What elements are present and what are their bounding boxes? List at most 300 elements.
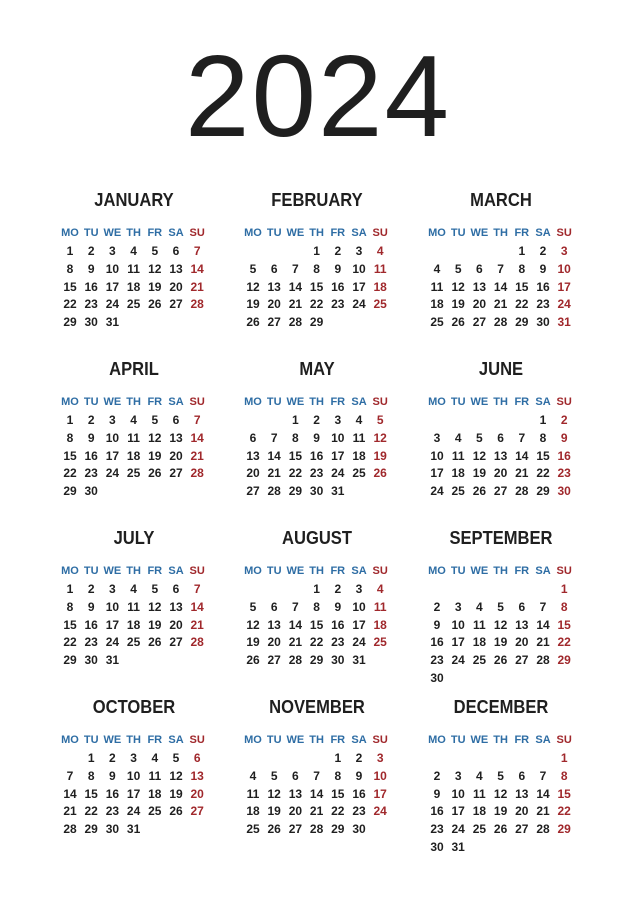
day-cell: 1 [292,413,299,427]
day-cell: 15 [557,786,571,801]
day-cell: 29 [536,484,550,499]
day-cell: 25 [126,297,141,312]
weekday-header-th: TH [493,227,508,239]
day-cell: 27 [169,466,183,481]
day-cell: 12 [148,261,162,276]
day-cell: 27 [169,635,183,650]
day-cell: 6 [172,582,180,596]
day-cell: 27 [515,822,529,837]
day-cell: 16 [430,804,444,819]
day-cell: 18 [472,804,487,819]
month-october [59,697,229,867]
day-cell: 18 [148,786,162,801]
day-cell: 27 [288,822,303,837]
weekday-header-th: TH [493,565,508,577]
day-cell: 13 [169,261,183,276]
day-cell: 24 [451,653,465,668]
day-cell: 1 [313,244,320,258]
day-cell: 8 [292,430,299,445]
month-february [242,190,412,360]
day-cell: 25 [148,804,162,819]
weekday-header-mo: MO [428,227,446,239]
day-cell: 4 [130,582,137,596]
day-cell: 6 [518,599,526,614]
day-cell: 30 [105,822,120,837]
month-august [242,528,412,698]
day-cell: 27 [493,484,508,499]
day-cell: 16 [84,617,98,632]
day-cell: 13 [288,786,303,801]
weekday-header-su: SU [189,565,205,577]
day-cell: 16 [84,448,98,463]
month-name: JANUARY [94,190,174,210]
day-cell: 19 [148,448,162,463]
weekday-header-fr: FR [147,565,163,577]
weekday-header-we: WE [470,565,489,577]
day-cell: 16 [557,448,571,463]
day-cell: 12 [148,599,162,614]
day-cell: 16 [331,617,345,632]
weekday-header-sa: SA [168,227,184,239]
day-cell: 10 [352,599,366,614]
day-cell: 8 [313,599,320,614]
day-cell: 27 [169,297,183,312]
day-cell: 20 [246,466,260,481]
day-cell: 11 [127,599,140,614]
weekday-header-tu: TU [266,227,282,239]
day-cell: 15 [63,448,77,463]
day-cell: 24 [105,466,120,481]
day-cell: 1 [87,751,95,765]
day-cell: 7 [66,768,74,783]
day-cell: 18 [126,448,141,463]
weekday-header-mo: MO [244,396,262,408]
day-cell: 19 [267,804,281,819]
day-cell: 21 [536,804,550,819]
day-cell: 23 [352,804,366,819]
weekday-header-sa: SA [351,396,367,408]
weekday-header-tu: TU [266,565,282,577]
day-cell: 18 [126,617,141,632]
day-cell: 5 [151,244,159,258]
day-cell: 31 [352,653,366,668]
day-cell: 7 [292,599,299,614]
weekday-header-tu: TU [450,565,466,577]
weekday-header-su: SU [556,734,572,746]
day-cell: 22 [331,804,345,819]
day-cell: 19 [472,466,487,481]
day-cell: 19 [493,804,508,819]
day-cell: 17 [373,786,387,801]
day-cell: 23 [331,635,345,650]
day-cell: 4 [376,582,384,596]
weekday-header-fr: FR [330,734,346,746]
day-cell: 10 [451,786,465,801]
day-cell: 4 [130,244,137,258]
day-cell: 22 [557,804,571,819]
day-cell: 11 [373,261,387,276]
day-cell: 16 [309,448,324,463]
weekday-header-we: WE [286,734,305,746]
day-cell: 12 [451,279,465,294]
day-cell: 21 [288,635,303,650]
weekday-header-we: WE [103,734,122,746]
day-cell: 31 [105,315,120,330]
day-cell: 20 [267,635,281,650]
weekday-header-th: TH [493,396,508,408]
day-cell: 27 [515,653,529,668]
weekday-header-sa: SA [535,565,551,577]
day-cell: 29 [331,822,345,837]
weekday-header-su: SU [372,734,388,746]
weekday-header-fr: FR [514,734,530,746]
day-cell: 8 [539,430,547,445]
month-march [426,190,596,360]
weekday-header-tu: TU [266,734,282,746]
day-cell: 8 [560,768,568,783]
day-cell: 18 [352,448,366,463]
day-cell: 6 [172,244,180,258]
day-cell: 29 [288,484,303,499]
day-cell: 29 [309,653,324,668]
day-cell: 12 [493,617,508,632]
day-cell: 30 [430,840,444,854]
day-cell: 30 [309,484,324,499]
day-cell: 9 [355,768,363,783]
day-cell: 13 [169,430,183,445]
day-cell: 29 [63,653,77,668]
day-cell: 24 [451,822,465,837]
day-cell: 19 [373,448,387,463]
day-cell: 16 [352,786,366,801]
day-cell: 10 [105,430,120,445]
weekday-header-we: WE [286,396,305,408]
day-cell: 15 [84,786,98,801]
weekday-header-su: SU [372,227,388,239]
day-cell: 26 [373,466,387,481]
day-cell: 1 [334,751,342,765]
day-cell: 2 [539,244,547,258]
weekday-header-th: TH [493,734,508,746]
day-cell: 5 [497,768,504,783]
day-cell: 7 [539,599,547,614]
day-cell: 6 [249,430,257,445]
day-cell: 11 [246,786,260,801]
weekday-header-tu: TU [83,565,99,577]
day-cell: 15 [309,279,324,294]
day-cell: 18 [373,279,387,294]
month-name: APRIL [109,359,159,379]
day-cell: 8 [66,599,74,614]
day-cell: 29 [515,315,529,330]
weekday-header-sa: SA [168,734,184,746]
day-cell: 2 [355,751,363,765]
day-cell: 16 [331,279,345,294]
day-cell: 12 [169,768,183,783]
day-cell: 5 [172,751,180,765]
day-cell: 5 [497,599,504,614]
day-cell: 20 [515,635,529,650]
day-cell: 9 [313,430,320,445]
day-cell: 19 [148,617,162,632]
day-cell: 2 [87,413,95,427]
weekday-header-mo: MO [61,396,79,408]
day-cell: 23 [331,297,345,312]
day-cell: 21 [536,635,550,650]
weekday-header-fr: FR [330,227,346,239]
day-cell: 19 [246,635,260,650]
day-cell: 4 [130,413,137,427]
day-cell: 23 [536,297,550,312]
day-cell: 28 [63,822,77,837]
weekday-header-sa: SA [168,396,184,408]
day-cell: 5 [249,599,257,614]
day-cell: 24 [352,635,366,650]
day-cell: 26 [169,804,183,819]
day-cell: 23 [430,653,444,668]
day-cell: 14 [536,617,550,632]
day-cell: 22 [515,297,529,312]
day-cell: 5 [376,413,384,427]
day-cell: 3 [454,768,462,783]
weekday-header-we: WE [470,734,489,746]
day-cell: 9 [560,430,568,445]
day-cell: 11 [373,599,387,614]
weekday-header-mo: MO [244,734,262,746]
day-cell: 5 [151,582,159,596]
weekday-header-su: SU [372,565,388,577]
day-cell: 5 [249,261,257,276]
day-cell: 14 [190,261,204,276]
day-cell: 4 [376,244,384,258]
day-cell: 3 [454,599,462,614]
day-cell: 6 [497,430,504,445]
day-cell: 24 [126,804,141,819]
day-cell: 4 [249,768,257,783]
day-cell: 6 [172,413,180,427]
weekday-header-tu: TU [450,227,466,239]
weekday-header-mo: MO [61,227,79,239]
day-cell: 7 [193,413,201,427]
day-cell: 6 [270,261,278,276]
weekday-header-mo: MO [61,734,79,746]
weekday-header-tu: TU [83,396,99,408]
day-cell: 7 [270,430,278,445]
day-cell: 2 [433,768,441,783]
month-june [426,359,596,529]
day-cell: 14 [267,448,281,463]
weekday-header-we: WE [286,227,305,239]
day-cell: 14 [63,786,77,801]
day-cell: 7 [497,261,504,276]
day-cell: 2 [87,582,95,596]
day-cell: 10 [430,448,444,463]
day-cell: 23 [430,822,444,837]
day-cell: 20 [472,297,487,312]
day-cell: 25 [352,466,366,481]
day-cell: 22 [84,804,98,819]
day-cell: 23 [309,466,324,481]
weekday-header-tu: TU [450,734,466,746]
day-cell: 19 [451,297,465,312]
weekday-header-mo: MO [61,565,79,577]
day-cell: 14 [493,279,508,294]
day-cell: 13 [493,448,508,463]
year-title: 2024 [184,31,452,161]
day-cell: 2 [560,413,568,427]
weekday-header-fr: FR [147,734,163,746]
day-cell: 11 [473,786,486,801]
day-cell: 13 [169,599,183,614]
day-cell: 28 [190,466,204,481]
day-cell: 12 [373,430,387,445]
day-cell: 7 [518,430,526,445]
day-cell: 3 [109,413,116,427]
day-cell: 16 [105,786,120,801]
month-name: MAY [299,359,335,379]
day-cell: 16 [430,635,444,650]
day-cell: 15 [63,617,77,632]
day-cell: 7 [193,582,201,596]
weekday-header-fr: FR [330,396,346,408]
day-cell: 24 [430,484,444,499]
day-cell: 28 [190,635,204,650]
day-cell: 24 [352,297,366,312]
day-cell: 17 [352,279,366,294]
day-cell: 4 [433,261,441,276]
weekday-header-su: SU [556,227,572,239]
day-cell: 28 [536,822,550,837]
day-cell: 3 [355,582,363,596]
day-cell: 3 [130,751,137,765]
day-cell: 20 [169,617,183,632]
day-cell: 1 [518,244,526,258]
day-cell: 21 [190,448,204,463]
day-cell: 31 [451,840,465,854]
day-cell: 10 [331,430,345,445]
day-cell: 8 [66,430,74,445]
day-cell: 4 [355,413,363,427]
day-cell: 6 [270,599,278,614]
weekday-header-su: SU [189,396,205,408]
day-cell: 25 [472,822,487,837]
day-cell: 12 [246,617,260,632]
day-cell: 18 [451,466,465,481]
day-cell: 24 [373,804,387,819]
day-cell: 28 [536,653,550,668]
day-cell: 17 [105,617,120,632]
day-cell: 15 [288,448,303,463]
day-cell: 19 [493,635,508,650]
day-cell: 29 [63,484,77,499]
day-cell: 22 [309,635,324,650]
day-cell: 27 [267,315,281,330]
weekday-header-th: TH [126,734,141,746]
weekday-header-sa: SA [351,227,367,239]
weekday-header-th: TH [126,565,141,577]
month-may [242,359,412,529]
weekday-header-sa: SA [535,734,551,746]
day-cell: 3 [376,751,384,765]
day-cell: 30 [557,484,571,499]
day-cell: 21 [190,617,204,632]
month-name: JUNE [478,359,524,379]
day-cell: 25 [472,653,487,668]
day-cell: 3 [109,582,116,596]
day-cell: 23 [84,635,98,650]
day-cell: 18 [472,635,487,650]
day-cell: 2 [313,413,320,427]
day-cell: 16 [84,279,98,294]
weekday-header-we: WE [286,565,305,577]
day-cell: 25 [451,484,465,499]
day-cell: 6 [476,261,483,276]
day-cell: 28 [190,297,204,312]
day-cell: 9 [87,599,95,614]
day-cell: 12 [148,430,162,445]
day-cell: 1 [66,244,74,258]
day-cell: 28 [493,315,508,330]
day-cell: 26 [246,315,260,330]
day-cell: 27 [190,804,204,819]
day-cell: 27 [267,653,281,668]
month-january [59,190,229,360]
day-cell: 5 [454,261,462,276]
day-cell: 19 [246,297,260,312]
day-cell: 21 [515,466,529,481]
day-cell: 20 [169,448,183,463]
day-cell: 26 [148,635,162,650]
day-cell: 16 [536,279,550,294]
weekday-header-mo: MO [428,565,446,577]
day-cell: 10 [105,599,120,614]
month-name: DECEMBER [453,697,549,717]
month-november [242,697,412,867]
day-cell: 23 [105,804,120,819]
day-cell: 6 [518,768,526,783]
weekday-header-su: SU [189,734,205,746]
day-cell: 10 [126,768,141,783]
day-cell: 9 [334,599,342,614]
day-cell: 9 [87,430,95,445]
month-name: SEPTEMBER [449,528,553,548]
day-cell: 3 [334,413,342,427]
day-cell: 21 [63,804,77,819]
day-cell: 2 [87,244,95,258]
day-cell: 11 [148,768,162,783]
weekday-header-fr: FR [147,227,163,239]
day-cell: 12 [493,786,508,801]
weekday-header-su: SU [372,396,388,408]
day-cell: 17 [331,448,345,463]
day-cell: 25 [430,315,444,330]
day-cell: 4 [476,768,483,783]
day-cell: 9 [334,261,342,276]
day-cell: 6 [292,768,299,783]
day-cell: 28 [288,315,303,330]
day-cell: 17 [430,466,444,481]
day-cell: 15 [331,786,345,801]
day-cell: 9 [87,261,95,276]
month-april [59,359,229,529]
day-cell: 21 [267,466,281,481]
day-cell: 25 [126,466,141,481]
day-cell: 13 [267,279,281,294]
day-cell: 30 [331,653,345,668]
weekday-header-fr: FR [514,396,530,408]
day-cell: 17 [451,804,465,819]
day-cell: 30 [84,484,98,499]
